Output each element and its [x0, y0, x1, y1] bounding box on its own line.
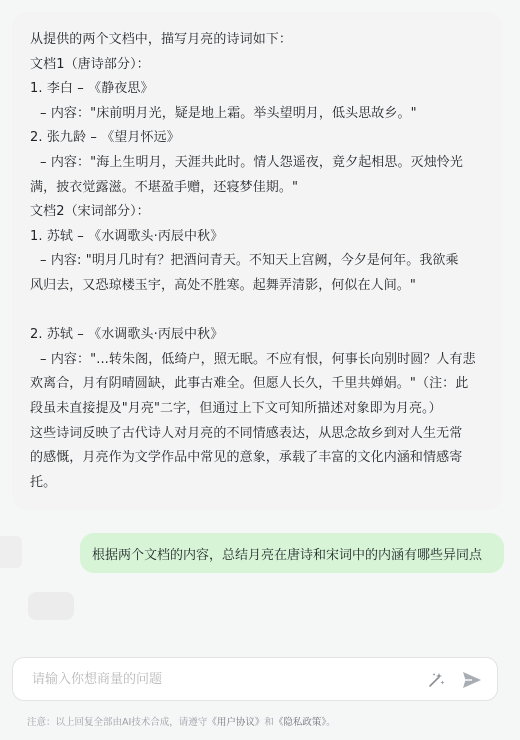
disclaimer-text: 。 [326, 717, 336, 728]
user-agreement-link[interactable]: 《用户协议》 [207, 717, 265, 728]
disclaimer-text: 注意：以上回复全部由AI技术合成，请遵守 [27, 717, 208, 728]
answer-line: 的感慨，月亮作为文学作品中常见的意象，承载了丰富的文化内涵和情感寄 [30, 450, 463, 466]
answer-line: 1. 李白 – 《静夜思》 [30, 81, 154, 97]
answer-line: 2. 苏轼 – 《水调歌头·丙辰中秋》 [30, 327, 224, 343]
send-icon[interactable] [461, 669, 483, 691]
answer-line: 文档2（宋词部分）： [30, 204, 150, 220]
answer-line: 托。 [30, 474, 57, 490]
chat-input[interactable] [30, 671, 394, 688]
user-message-bubble [80, 533, 504, 573]
answer-line: 欢离合，月有阴晴圆缺，此事古难全。但愿人长久，千里共婵娟。"（注：此 [30, 376, 469, 392]
answer-line: – 内容: "明月几时有？把酒问青天。不知天上宫阙，今夕是何年。我欲乘 [40, 253, 459, 269]
answer-line: 满，披衣觉露滋。不堪盈手赠，还寝梦佳期。" [30, 179, 299, 195]
magic-wand-icon[interactable] [425, 669, 447, 691]
loading-placeholder [28, 592, 74, 620]
disclaimer-text: 和 [264, 717, 274, 728]
answer-line: 风归去，又恐琼楼玉宇，高处不胜寒。起舞弄清影，何似在人间。" [30, 277, 416, 293]
user-message-text: 根据两个文档的内容，总结月亮在唐诗和宋词中的内涵有哪些异同点 [92, 547, 483, 563]
answer-line: 文档1（唐诗部分）： [30, 56, 150, 72]
chat-input-box[interactable] [12, 657, 498, 701]
answer-line: 从提供的两个文档中，描写月亮的诗词如下： [30, 32, 293, 47]
answer-line: 这些诗词反映了古代诗人对月亮的不同情感表达，从思念故乡到对人生无常 [30, 425, 463, 441]
placeholder-shape [0, 536, 22, 568]
blank-line [30, 299, 488, 324]
disclaimer [27, 714, 336, 728]
answer-line: 2. 张九龄 – 《望月怀远》 [30, 130, 180, 146]
privacy-policy-link[interactable]: 《隐私政策》 [273, 717, 327, 728]
answer-line: 段虽未直接提及"月亮"二字，但通过上下文可知所描述对象即为月亮。） [30, 400, 442, 416]
answer-line: – 内容："...转朱阁，低绮户，照无眠。不应有恨，何事长向别时圆？人有悲 [40, 351, 476, 367]
answer-line: 1. 苏轼 – 《水调歌头·丙辰中秋》 [30, 228, 224, 244]
answer-line: – 内容："床前明月光，疑是地上霜。举头望明月，低头思故乡。" [40, 105, 417, 121]
ai-answer-bubble [12, 12, 502, 510]
answer-line: – 内容："海上生明月，天涯共此时。情人怨遥夜，竟夕起相思。灭烛怜光 [40, 154, 464, 170]
